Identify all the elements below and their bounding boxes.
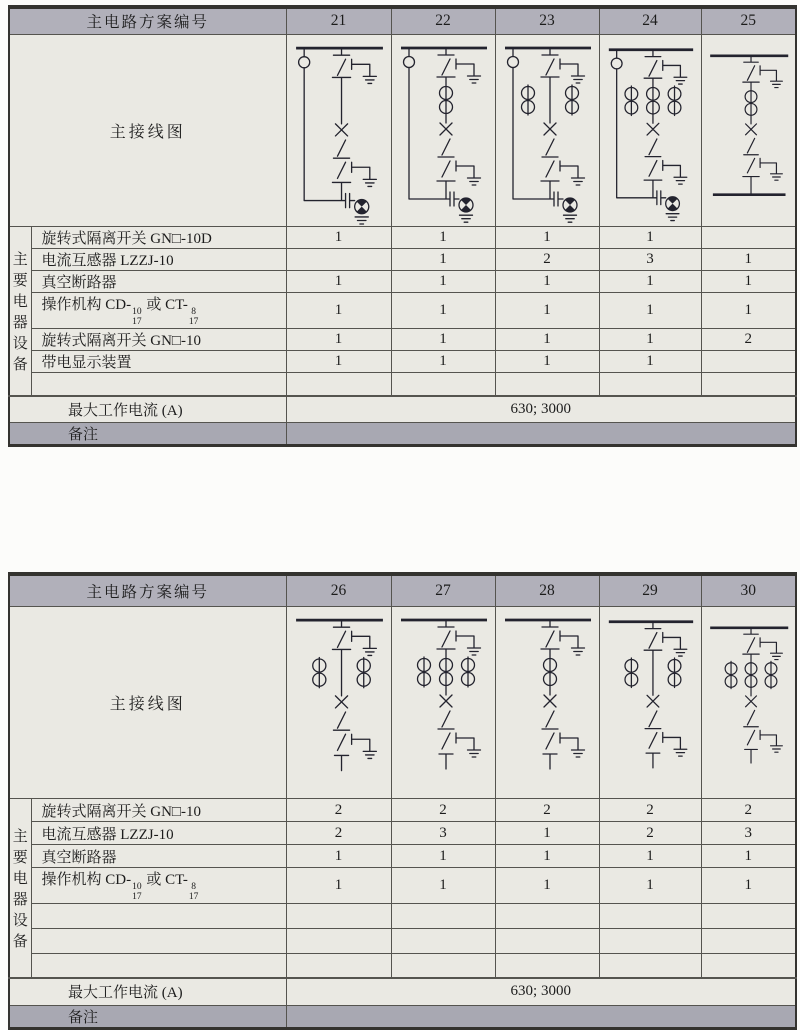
equipment-quantity: 3 (599, 249, 701, 271)
equipment-quantity: 1 (599, 868, 701, 903)
equipment-quantity: 1 (495, 845, 599, 868)
equipment-quantity: 1 (599, 227, 701, 249)
wiring-diagram-24 (600, 37, 701, 223)
scheme-number-header: 主电路方案编号 (9, 7, 286, 34)
equipment-quantity: 1 (391, 868, 495, 903)
stacked-fraction: 8 17 (188, 882, 199, 903)
equipment-quantity (286, 249, 391, 271)
equipment-quantity: 1 (286, 845, 391, 868)
scheme-table-26-30 (8, 572, 795, 1030)
equipment-name: 真空断路器 (31, 845, 286, 868)
scheme-number-header: 主电路方案编号 (9, 574, 286, 606)
equipment-quantity: 3 (391, 822, 495, 845)
equipment-name: 旋转式隔离开关 GN□-10D (31, 227, 286, 249)
equipment-quantity (286, 372, 391, 396)
scheme-number-26: 26 (286, 574, 391, 606)
equipment-quantity: 1 (391, 249, 495, 271)
equipment-quantity: 1 (599, 350, 701, 372)
scheme-number-23: 23 (495, 7, 599, 34)
equipment-quantity (701, 953, 796, 978)
remark-label: 备注 (9, 422, 286, 445)
wiring-diagram-label: 主接线图 (9, 34, 286, 227)
equipment-name: 操作机构 CD- 10 17 或 CT- 8 17 (31, 868, 286, 903)
scheme-number-30: 30 (701, 574, 796, 606)
equipment-quantity: 1 (391, 328, 495, 350)
equipment-quantity (599, 953, 701, 978)
equipment-quantity: 2 (286, 822, 391, 845)
scheme-table-21-25 (8, 5, 795, 447)
max-current-value: 630; 3000 (286, 396, 796, 422)
max-current-value: 630; 3000 (286, 978, 796, 1005)
equipment-quantity (495, 953, 599, 978)
equipment-quantity: 1 (599, 328, 701, 350)
equipment-quantity: 1 (391, 293, 495, 328)
equipment-quantity: 1 (286, 350, 391, 372)
wiring-diagram-cell-27 (391, 606, 495, 799)
stacked-fraction: 10 17 (132, 882, 142, 903)
equipment-quantity: 1 (391, 845, 495, 868)
equipment-quantity: 1 (495, 328, 599, 350)
scheme-number-21: 21 (286, 7, 391, 34)
main-circuit-scheme-table (8, 572, 797, 1030)
wiring-diagram-cell-23 (495, 34, 599, 227)
equipment-quantity (701, 928, 796, 953)
equipment-quantity: 1 (495, 271, 599, 293)
max-current-label: 最大工作电流 (A) (9, 396, 286, 422)
scheme-number-25: 25 (701, 7, 796, 34)
equipment-quantity (286, 928, 391, 953)
wiring-diagram-cell-24 (599, 34, 701, 227)
equipment-quantity (599, 928, 701, 953)
scheme-number-29: 29 (599, 574, 701, 606)
equipment-name: 操作机构 CD- 10 17 或 CT- 8 17 (31, 293, 286, 328)
equipment-quantity: 1 (286, 271, 391, 293)
wiring-diagram-cell-30 (701, 606, 796, 799)
wiring-diagram-26 (287, 607, 391, 799)
max-current-label: 最大工作电流 (A) (9, 978, 286, 1005)
equipment-quantity: 2 (286, 799, 391, 822)
scheme-number-22: 22 (391, 7, 495, 34)
wiring-diagram-cell-28 (495, 606, 599, 799)
equipment-quantity: 1 (286, 328, 391, 350)
equipment-name: 电流互感器 LZZJ-10 (31, 249, 286, 271)
wiring-diagram-22 (392, 35, 495, 225)
wiring-diagram-cell-25 (701, 34, 796, 227)
remark-value (286, 422, 796, 445)
equipment-quantity: 1 (495, 293, 599, 328)
equipment-name (31, 928, 286, 953)
equipment-quantity: 1 (391, 350, 495, 372)
equipment-quantity (286, 953, 391, 978)
equipment-quantity: 1 (701, 271, 796, 293)
equipment-quantity: 1 (599, 271, 701, 293)
equipment-quantity: 1 (495, 868, 599, 903)
equipment-quantity (701, 350, 796, 372)
wiring-diagram-23 (496, 35, 599, 225)
equipment-quantity: 1 (599, 845, 701, 868)
main-circuit-scheme-table (8, 5, 797, 447)
equipment-quantity: 2 (495, 799, 599, 822)
wiring-diagram-cell-26 (286, 606, 391, 799)
equipment-name: 带电显示装置 (31, 350, 286, 372)
wiring-diagram-label: 主接线图 (9, 606, 286, 799)
wiring-diagram-27 (392, 607, 495, 797)
equipment-quantity: 1 (391, 271, 495, 293)
equipment-quantity: 1 (391, 227, 495, 249)
equipment-quantity: 2 (599, 799, 701, 822)
equipment-quantity (391, 903, 495, 928)
remark-value (286, 1005, 796, 1028)
equipment-quantity: 1 (495, 350, 599, 372)
equipment-quantity (391, 953, 495, 978)
equipment-quantity: 1 (701, 249, 796, 271)
equipment-name (31, 953, 286, 978)
equipment-quantity: 1 (599, 293, 701, 328)
equipment-quantity (495, 928, 599, 953)
equipment-name (31, 903, 286, 928)
equipment-quantity: 2 (701, 799, 796, 822)
scheme-number-24: 24 (599, 7, 701, 34)
equipment-name (31, 372, 286, 396)
scheme-number-28: 28 (495, 574, 599, 606)
equipment-quantity (701, 372, 796, 396)
equipment-name: 旋转式隔离开关 GN□-10 (31, 328, 286, 350)
wiring-diagram-cell-29 (599, 606, 701, 799)
equipment-name: 真空断路器 (31, 271, 286, 293)
equipment-quantity: 1 (286, 293, 391, 328)
equipment-quantity (391, 928, 495, 953)
equipment-quantity: 2 (599, 822, 701, 845)
main-equipment-side-label (9, 227, 31, 396)
equipment-quantity: 1 (701, 868, 796, 903)
equipment-quantity: 2 (495, 249, 599, 271)
remark-label: 备注 (9, 1005, 286, 1028)
wiring-diagram-28 (496, 607, 599, 797)
equipment-quantity (391, 372, 495, 396)
equipment-quantity (599, 903, 701, 928)
equipment-quantity: 2 (701, 328, 796, 350)
equipment-quantity: 1 (286, 868, 391, 903)
equipment-quantity (495, 372, 599, 396)
equipment-quantity (599, 372, 701, 396)
equipment-quantity: 1 (701, 293, 796, 328)
main-equipment-side-label (9, 799, 31, 978)
equipment-quantity: 1 (495, 227, 599, 249)
equipment-quantity: 2 (391, 799, 495, 822)
stacked-fraction: 10 17 (132, 307, 142, 328)
equipment-name: 旋转式隔离开关 GN□-10 (31, 799, 286, 822)
wiring-diagram-21 (287, 35, 391, 227)
scheme-number-27: 27 (391, 574, 495, 606)
equipment-quantity (701, 903, 796, 928)
equipment-quantity: 1 (495, 822, 599, 845)
wiring-diagram-29 (600, 609, 701, 795)
equipment-quantity (701, 227, 796, 249)
equipment-name: 电流互感器 LZZJ-10 (31, 822, 286, 845)
equipment-quantity: 3 (701, 822, 796, 845)
stacked-fraction: 8 17 (188, 307, 199, 328)
wiring-diagram-25 (702, 44, 796, 216)
equipment-quantity (495, 903, 599, 928)
equipment-quantity (286, 903, 391, 928)
wiring-diagram-cell-21 (286, 34, 391, 227)
vertical-label: 主 要 电 器 设 备 (12, 829, 28, 951)
equipment-quantity: 1 (701, 845, 796, 868)
equipment-quantity: 1 (286, 227, 391, 249)
vertical-label: 主 要 电 器 设 备 (12, 252, 28, 374)
wiring-diagram-30 (702, 616, 796, 788)
wiring-diagram-cell-22 (391, 34, 495, 227)
